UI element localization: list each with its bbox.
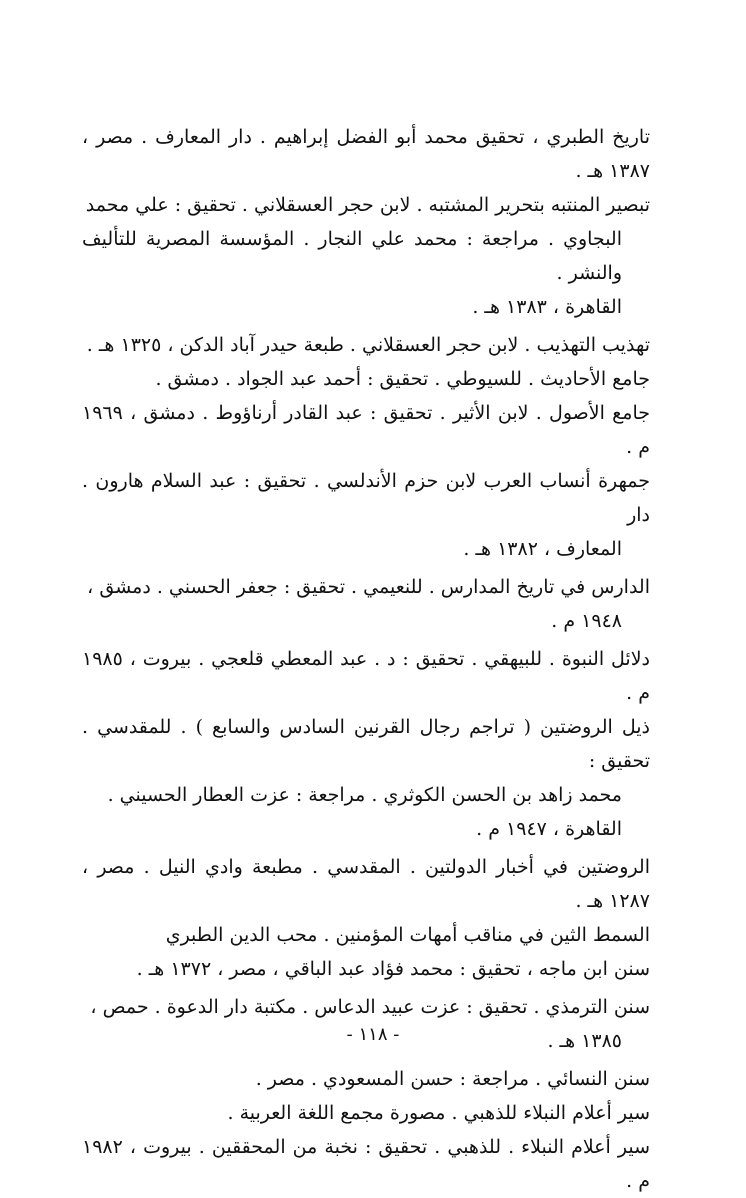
bibliography-entry-continuation: القاهرة ، ١٣٨٣ هـ . xyxy=(472,296,622,318)
bibliography-entry: جامع الأصول . لابن الأثير . تحقيق : عبد القادر أرناؤوط . دمشق ، ١٩٦٩ م . xyxy=(82,402,650,458)
bibliography-entry: السمط الثين في مناقب أمهات المؤمنين . محب الدين الطبري xyxy=(165,924,650,946)
bibliography-entry: دلائل النبوة . للبيهقي . تحقيق : د . عبد المعطي قلعجي . بيروت ، ١٩٨٥ م . xyxy=(82,648,650,704)
bibliography-entry-continuation: ١٩٤٨ م . xyxy=(551,610,622,632)
bibliography-entry: الروضتين في أخبار الدولتين . المقدسي . مطبعة وادي النيل . مصر ، ١٢٨٧ هـ . xyxy=(82,856,650,912)
page-number: - ١١٨ - xyxy=(346,1024,400,1045)
bibliography-entry: سير أعلام النبلاء للذهبي . مصورة مجمع اللغة العربية . xyxy=(227,1102,650,1124)
bibliography-entry: جمهرة أنساب العرب لابن حزم الأندلسي . تحقيق : عبد السلام هارون . دار xyxy=(82,470,650,526)
bibliography-entry: سير أعلام النبلاء . للذهبي . تحقيق : نخبة من المحققين . بيروت ، ١٩٨٢ م . xyxy=(82,1136,650,1192)
bibliography-entry-continuation: المعارف ، ١٣٨٢ هـ . xyxy=(463,538,622,560)
bibliography-entry-continuation: ١٣٨٥ هـ . xyxy=(547,1030,622,1052)
bibliography-entry-continuation: محمد زاهد بن الحسن الكوثري . مراجعة : عزت العطار الحسيني . xyxy=(107,784,622,806)
bibliography-entry: تبصير المنتبه بتحرير المشتبه . لابن حجر العسقلاني . تحقيق : علي محمد xyxy=(85,194,650,216)
bibliography-entry: ذيل الروضتين ( تراجم رجال القرنين السادس والسابع ) . للمقدسي . تحقيق : xyxy=(82,716,650,772)
bibliography-entry: تاريخ الطبري ، تحقيق محمد أبو الفضل إبراهيم . دار المعارف . مصر ، ١٣٨٧ هـ . xyxy=(82,126,650,182)
bibliography-entry: سنن ابن ماجه ، تحقيق : محمد فؤاد عبد الباقي ، مصر ، ١٣٧٢ هـ . xyxy=(136,958,650,980)
bibliography-entry: الدارس في تاريخ المدارس . للنعيمي . تحقيق : جعفر الحسني . دمشق ، xyxy=(87,576,650,598)
bibliography-entry: تهذيب التهذيب . لابن حجر العسقلاني . طبعة حيدر آباد الدكن ، ١٣٢٥ هـ . xyxy=(86,334,650,356)
bibliography-entry: سنن النسائي . مراجعة : حسن المسعودي . مصر . xyxy=(255,1068,650,1090)
bibliography-entry: سنن الترمذي . تحقيق : عزت عبيد الدعاس . مكتبة دار الدعوة . حمص ، xyxy=(90,996,650,1018)
bibliography-entry-continuation: القاهرة ، ١٩٤٧ م . xyxy=(476,818,622,840)
bibliography-entry-continuation: البجاوي . مراجعة : محمد علي النجار . المؤسسة المصرية للتأليف والنشر . xyxy=(82,228,622,284)
bibliography-entry: جامع الأحاديث . للسيوطي . تحقيق : أحمد عبد الجواد . دمشق . xyxy=(155,368,650,390)
